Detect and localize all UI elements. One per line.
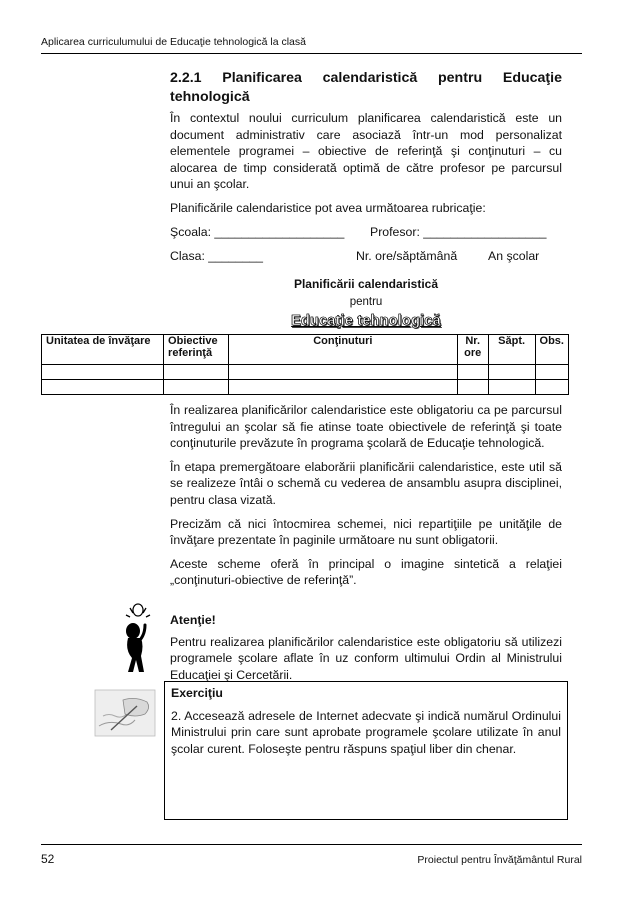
col-unitate: Unitatea de învăţare [42, 335, 164, 365]
table-header-row [42, 335, 569, 365]
paragraph-schema: În etapa premergătoare elaborării planificării calendaristice, este util să se realizeze întâi o schemă cu vederea de ansamblu asupra disciplinei, pentru clasa vizată. [170, 459, 562, 507]
rubric-nr-ore: Nr. ore/săptămână [356, 249, 458, 264]
main-column-middle [170, 402, 562, 596]
rubric-an-scolar: An şcolar [488, 249, 540, 264]
plan-heading-line2: pentru [349, 296, 383, 308]
table-row [42, 365, 569, 380]
rubric-row-1 [170, 224, 562, 241]
col-obiective: Obiective referinţă [164, 335, 229, 365]
plan-heading-subject: Educaţie tehnologică [291, 313, 441, 329]
writing-hand-icon [93, 686, 157, 740]
section-title-line2: tehnologică [170, 89, 250, 105]
attention-block [170, 612, 562, 690]
thinking-figure-icon [116, 603, 160, 675]
planning-table [41, 334, 569, 395]
paragraph-precizam: Precizăm că nici întocmirea schemei, nici repartiţiile pe unităţile de învăţare prezentate în paginile următoare nu sunt obligatorii. [170, 516, 562, 548]
running-header: Aplicarea curriculumului de Educaţie tehnologică la clasă [41, 36, 306, 48]
col-nr-ore: Nr. ore [457, 335, 488, 365]
paragraph-scheme: Aceste scheme oferă în principal o imagine sintetică a relaţiei „conţinuturi-obiective de referinţă”. [170, 556, 562, 588]
rubric-profesor: Profesor: __________________ [370, 224, 547, 239]
col-continuturi: Conţinuturi [228, 335, 457, 365]
page-number: 52 [41, 852, 55, 866]
table-row [42, 380, 569, 395]
rubric-clasa: Clasa: ________ [170, 249, 263, 264]
section-title-line1: 2.2.1 Planificarea calendaristică pentru Educaţie [170, 70, 562, 86]
col-obs: Obs. [535, 335, 568, 365]
exercise-box [164, 681, 568, 820]
header-rule [41, 53, 582, 54]
paragraph-obligatoriu: În realizarea planificărilor calendaristice este obligatoriu ca pe parcursul întregului an şcolar să fie atinse toate obiectivele de referinţă şi toate conţinuturile prevăzute în programa şcolară de Educaţie tehnologică. [170, 403, 562, 451]
main-column-top [170, 69, 562, 273]
rubric-intro: Planificările calendaristice pot avea următoarea rubricaţie: [170, 200, 486, 215]
footer-project: Proiectul pentru Învăţământul Rural [417, 854, 582, 866]
rubric-row-2 [170, 248, 562, 265]
intro-paragraph: În contextul noului curriculum planificarea calendaristică este un document administrativ care asociază într-un mod personalizat elementele programei – obiective de referinţă şi conţinuturi – cu alocarea de timp considerată optimă de către profesor pe parcursul unui an şcolar. [170, 111, 562, 192]
attention-title: Atenţie! [170, 613, 216, 627]
exercise-text: 2. Accesează adresele de Internet adecvate şi indică numărul Ordinului Ministrului prin care sunt aprobate programele şcolare utilizate în anul şcolar curent. Foloseşte pentru răspuns spaţiul liber din chenar. [171, 708, 561, 756]
attention-text: Pentru realizarea planificărilor calendaristice este obligatoriu să utilizezi programele şcolare aflate în uz conform ultimului Ordin al Ministrului Educaţiei şi Cercetării. [170, 634, 562, 682]
exercise-title: Exerciţiu [171, 686, 223, 700]
footer-rule [41, 844, 582, 845]
col-sapt: Săpt. [488, 335, 535, 365]
plan-heading-line1: Planificării calendaristică [293, 277, 439, 291]
rubric-scoala: Şcoala: ___________________ [170, 224, 345, 239]
